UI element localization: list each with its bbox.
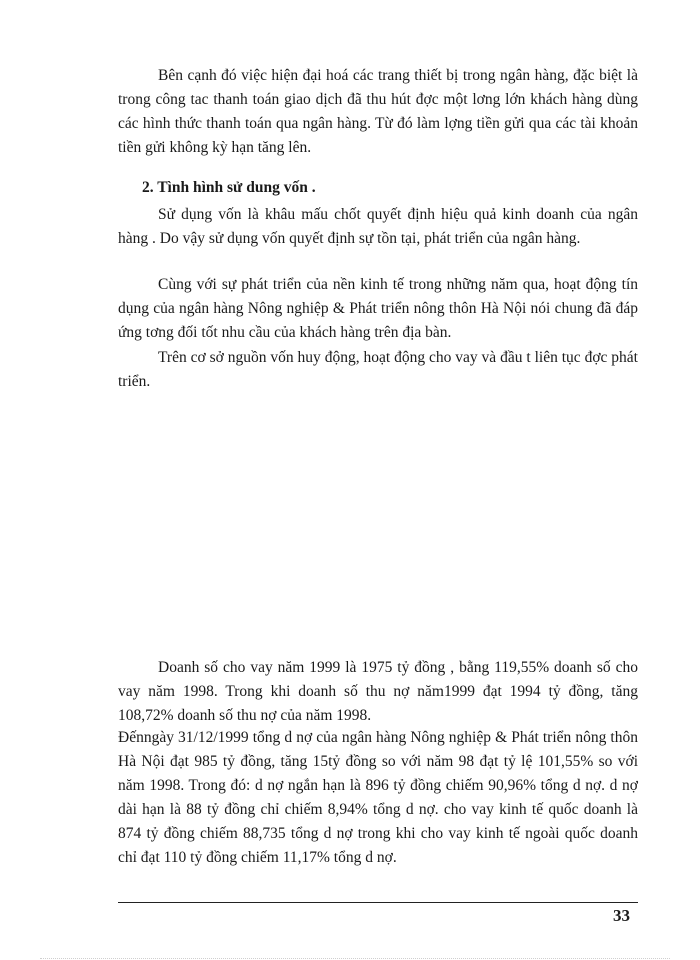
paragraph-capital-use: Sử dụng vốn là khâu mấu chốt quyết định hiệu quả kinh doanh của ngân hàng . Do vậy sử dụng vốn quyết định sự tồn tại, phát triển của ngân hàng. <box>118 206 638 247</box>
paragraph-lending-investment: Trên cơ sở nguồn vốn huy động, hoạt động cho vay và đầu t liên tục đợc phát triển. <box>118 349 638 390</box>
footer-divider <box>118 902 638 903</box>
paragraph-modernization: Bên cạnh đó việc hiện đại hoá các trang thiết bị trong ngân hàng, đặc biệt là trong công tac thanh toán giao dịch đã thu hút đợc một lơng lớn khách hàng dùng các hình thức thanh toán qua ngân hàng. Từ đó làm lợng tiền gửi qua các tài khoản tiền gửi không kỳ hạn tăng lên. <box>118 67 638 156</box>
paragraph-lending-turnover: Doanh số cho vay năm 1999 là 1975 tỷ đồng , bằng 119,55% doanh số cho vay năm 1998. Trong khi doanh số thu nợ năm1999 đạt 1994 tỷ đồng, tăng 108,72% doanh số thu nợ của năm 1998. <box>118 659 638 724</box>
section-heading-capital-use: 2. Tình hình sử dung vốn . <box>142 179 316 196</box>
page-bottom-edge <box>40 958 670 959</box>
page-number: 33 <box>613 906 630 925</box>
paragraph-outstanding-debt: Đếnngày 31/12/1999 tổng d nợ của ngân hàng Nông nghiệp & Phát triển nông thôn Hà Nội đạt 985 tỷ đồng, tăng 15tỷ đồng so với năm 98 đạt tỷ lệ 101,55% so với năm 1998. Trong đó: d nợ ngắn hạn là 896 tỷ đồng chiếm 90,96% tổng d nợ. d nợ dài hạn là 88 tỷ đồng chỉ chiếm 8,94% tổng d nợ. cho vay kinh tế quốc doanh là 874 tỷ đồng chiếm 88,735 tổng d nợ trong khi cho vay kinh tế ngoài quốc doanh chỉ đạt 110 tỷ đồng chiếm 11,17% tổng d nợ. <box>118 729 638 866</box>
paragraph-credit-activity: Cùng với sự phát triển của nền kinh tế trong những năm qua, hoạt động tín dụng của ngân hàng Nông nghiệp & Phát triển nông thôn Hà Nội nói chung đã đáp ứng tơng đối tốt nhu cầu của khách hàng trên địa bàn. <box>118 276 638 341</box>
